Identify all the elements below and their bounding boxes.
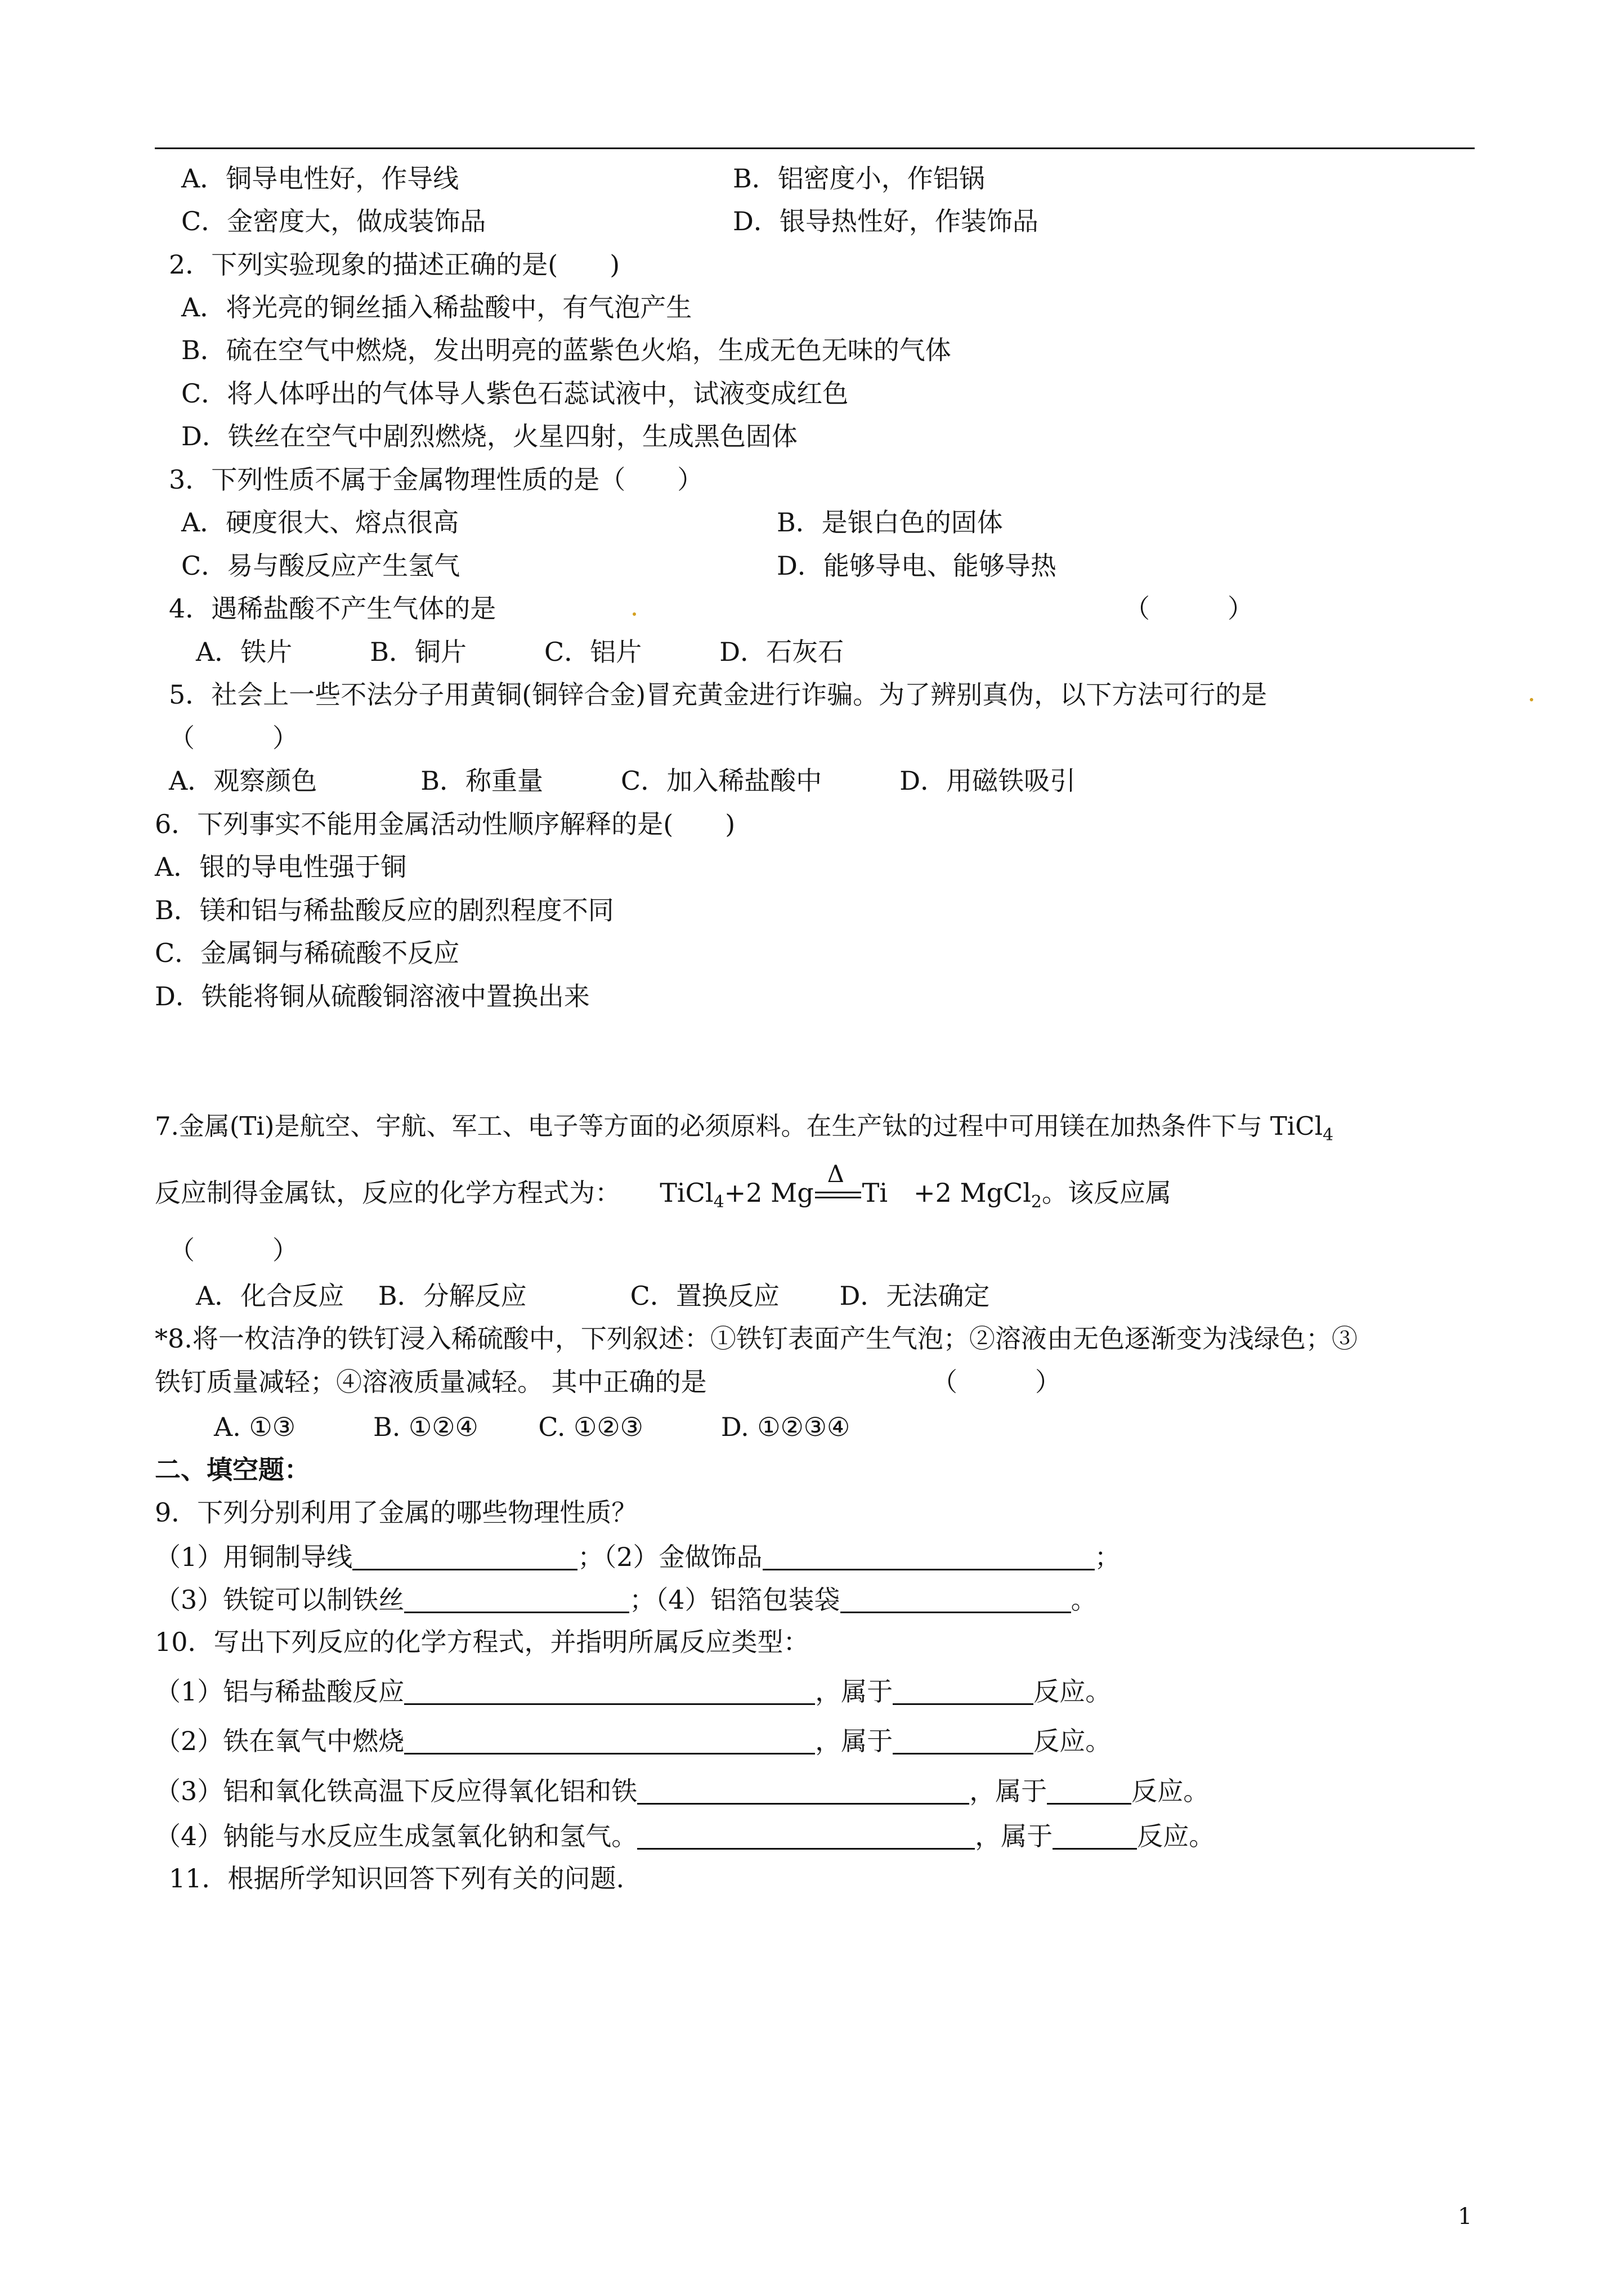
answer-blank[interactable] bbox=[840, 1586, 1071, 1613]
q8-line1: *8.将一枚洁净的铁钉浸入稀硫酸中，下列叙述：①铁钉表面产生气泡；②溶液由无色逐渐变为浅绿色；③ bbox=[155, 1323, 1358, 1354]
q7-line2: 反应制得金属钛，反应的化学方程式为： TiCl$_4$+2 Mg Δ Ti +2 MgCl$_2$。该反应属 bbox=[155, 1160, 1172, 1212]
answer-blank[interactable] bbox=[1053, 1822, 1137, 1850]
q6-stem: 6．下列事实不能用金属活动性顺序解释的是( ) bbox=[155, 809, 736, 839]
q6-option-a: A．银的导电性强于铜 bbox=[155, 852, 407, 882]
q2-option-a: A．将光亮的铜丝插入稀盐酸中，有气泡产生 bbox=[181, 292, 692, 323]
q2-option-c: C．将人体呼出的气体导人紫色石蕊试液中，试液变成红色 bbox=[181, 378, 849, 409]
answer-blank[interactable] bbox=[404, 1586, 629, 1613]
q11-stem: 11．根据所学知识回答下列有关的问题. bbox=[169, 1863, 625, 1894]
q6-option-b: B．镁和铝与稀盐酸反应的剧烈程度不同 bbox=[155, 895, 614, 925]
q3-option-a: A．硬度很大、熔点很高 bbox=[181, 507, 459, 538]
q5-options: A．观察颜色 B．称重量 C．加入稀盐酸中 D．用磁铁吸引 bbox=[169, 766, 1076, 796]
q9-stem: 9．下列分别利用了金属的哪些物理性质？ bbox=[155, 1497, 638, 1528]
q7-answer-paren: （ ） bbox=[169, 1235, 298, 1265]
q10-row1: （1）铝与稀盐酸反应 ，属于 反应。 bbox=[155, 1676, 1112, 1707]
stray-dot bbox=[633, 612, 636, 616]
header-rule bbox=[155, 147, 1475, 149]
q4-answer-paren: （ ） bbox=[1124, 593, 1253, 624]
q4-stem: 4．遇稀盐酸不产生气体的是 bbox=[169, 593, 496, 624]
q10-row2: （2）铁在氧气中燃烧 ，属于 反应。 bbox=[155, 1726, 1112, 1756]
answer-blank[interactable] bbox=[404, 1727, 815, 1755]
stray-dot bbox=[1530, 698, 1533, 701]
q7-line1: 7.金属(Ti)是航空、宇航、军工、电子等方面的必须原料。在生产钛的过程中可用镁在加热条件下与 TiCl$_4$ bbox=[155, 1111, 1334, 1145]
q3-stem: 3．下列性质不属于金属物理性质的是（ ） bbox=[169, 464, 704, 495]
equation: TiCl$_4$+2 Mg Δ Ti +2 MgCl$_2$ bbox=[660, 1160, 1042, 1212]
section-title-fill-blanks: 二、填空题： bbox=[155, 1454, 310, 1485]
q5-stem: 5．社会上一些不法分子用黄铜(铜锌合金)冒充黄金进行诈骗。为了辨别真伪，以下方法可行的是 bbox=[169, 679, 1268, 710]
answer-blank[interactable] bbox=[637, 1822, 975, 1850]
q10-stem: 10．写出下列反应的化学方程式，并指明所属反应类型： bbox=[155, 1627, 809, 1657]
equals-heat-sign bbox=[814, 1160, 862, 1205]
q5-answer-paren: （ ） bbox=[169, 723, 298, 753]
q1-option-b: B．铝密度小，作铝锅 bbox=[733, 163, 985, 194]
q10-row4: （4）钠能与水反应生成氢氧化钠和氢气。 ，属于 反应。 bbox=[155, 1821, 1215, 1851]
answer-blank[interactable] bbox=[893, 1677, 1033, 1705]
q10-row3: （3）铝和氧化铁高温下反应得氧化铝和铁 ，属于 反应。 bbox=[155, 1776, 1210, 1806]
answer-blank[interactable] bbox=[637, 1777, 969, 1805]
q4-options: A．铁片 B．铜片 C．铝片 D．石灰石 bbox=[196, 637, 844, 667]
q2-option-d: D．铁丝在空气中剧烈燃烧，火星四射，生成黑色固体 bbox=[181, 421, 798, 451]
answer-blank[interactable] bbox=[763, 1543, 1095, 1570]
q7-options: A．化合反应 B．分解反应 C．置换反应 D．无法确定 bbox=[196, 1281, 990, 1311]
q6-option-d: D．铁能将铜从硫酸铜溶液中置换出来 bbox=[155, 981, 590, 1012]
answer-blank[interactable] bbox=[404, 1677, 815, 1705]
answer-blank[interactable] bbox=[893, 1727, 1033, 1755]
delta-heat-symbol: Δ bbox=[827, 1160, 844, 1188]
q6-option-c: C．金属铜与稀硫酸不反应 bbox=[155, 938, 460, 968]
q3-option-b: B．是银白色的固体 bbox=[777, 507, 1003, 538]
q1-option-d: D．银导热性好，作装饰品 bbox=[733, 206, 1038, 236]
q2-stem: 2．下列实验现象的描述正确的是( ) bbox=[169, 249, 620, 280]
q2-option-b: B．硫在空气中燃烧，发出明亮的蓝紫色火焰，生成无色无味的气体 bbox=[181, 335, 951, 365]
q3-option-d: D．能够导电、能够导热 bbox=[777, 550, 1056, 581]
q9-row1: （1）用铜制导线 ；（2）金做饰品 ； bbox=[155, 1542, 1121, 1572]
answer-blank[interactable] bbox=[352, 1543, 577, 1570]
page-number: 1 bbox=[1458, 2204, 1472, 2230]
q8-line2: 铁钉质量减轻；④溶液质量减轻。 其中正确的是 bbox=[155, 1367, 707, 1397]
q1-option-a: A．铜导电性好，作导线 bbox=[181, 163, 459, 194]
answer-blank[interactable] bbox=[1047, 1777, 1131, 1805]
q8-options: A. ①③ B. ①②④ C. ①②③ D. ①②③④ bbox=[214, 1412, 850, 1442]
q9-row2: （3）铁锭可以制铁丝 ；（4）铝箔包装袋 。 bbox=[155, 1585, 1097, 1615]
q1-option-c: C．金密度大，做成装饰品 bbox=[181, 206, 486, 236]
q8-answer-paren: （ ） bbox=[932, 1367, 1061, 1397]
q3-option-c: C．易与酸反应产生氢气 bbox=[181, 550, 460, 581]
